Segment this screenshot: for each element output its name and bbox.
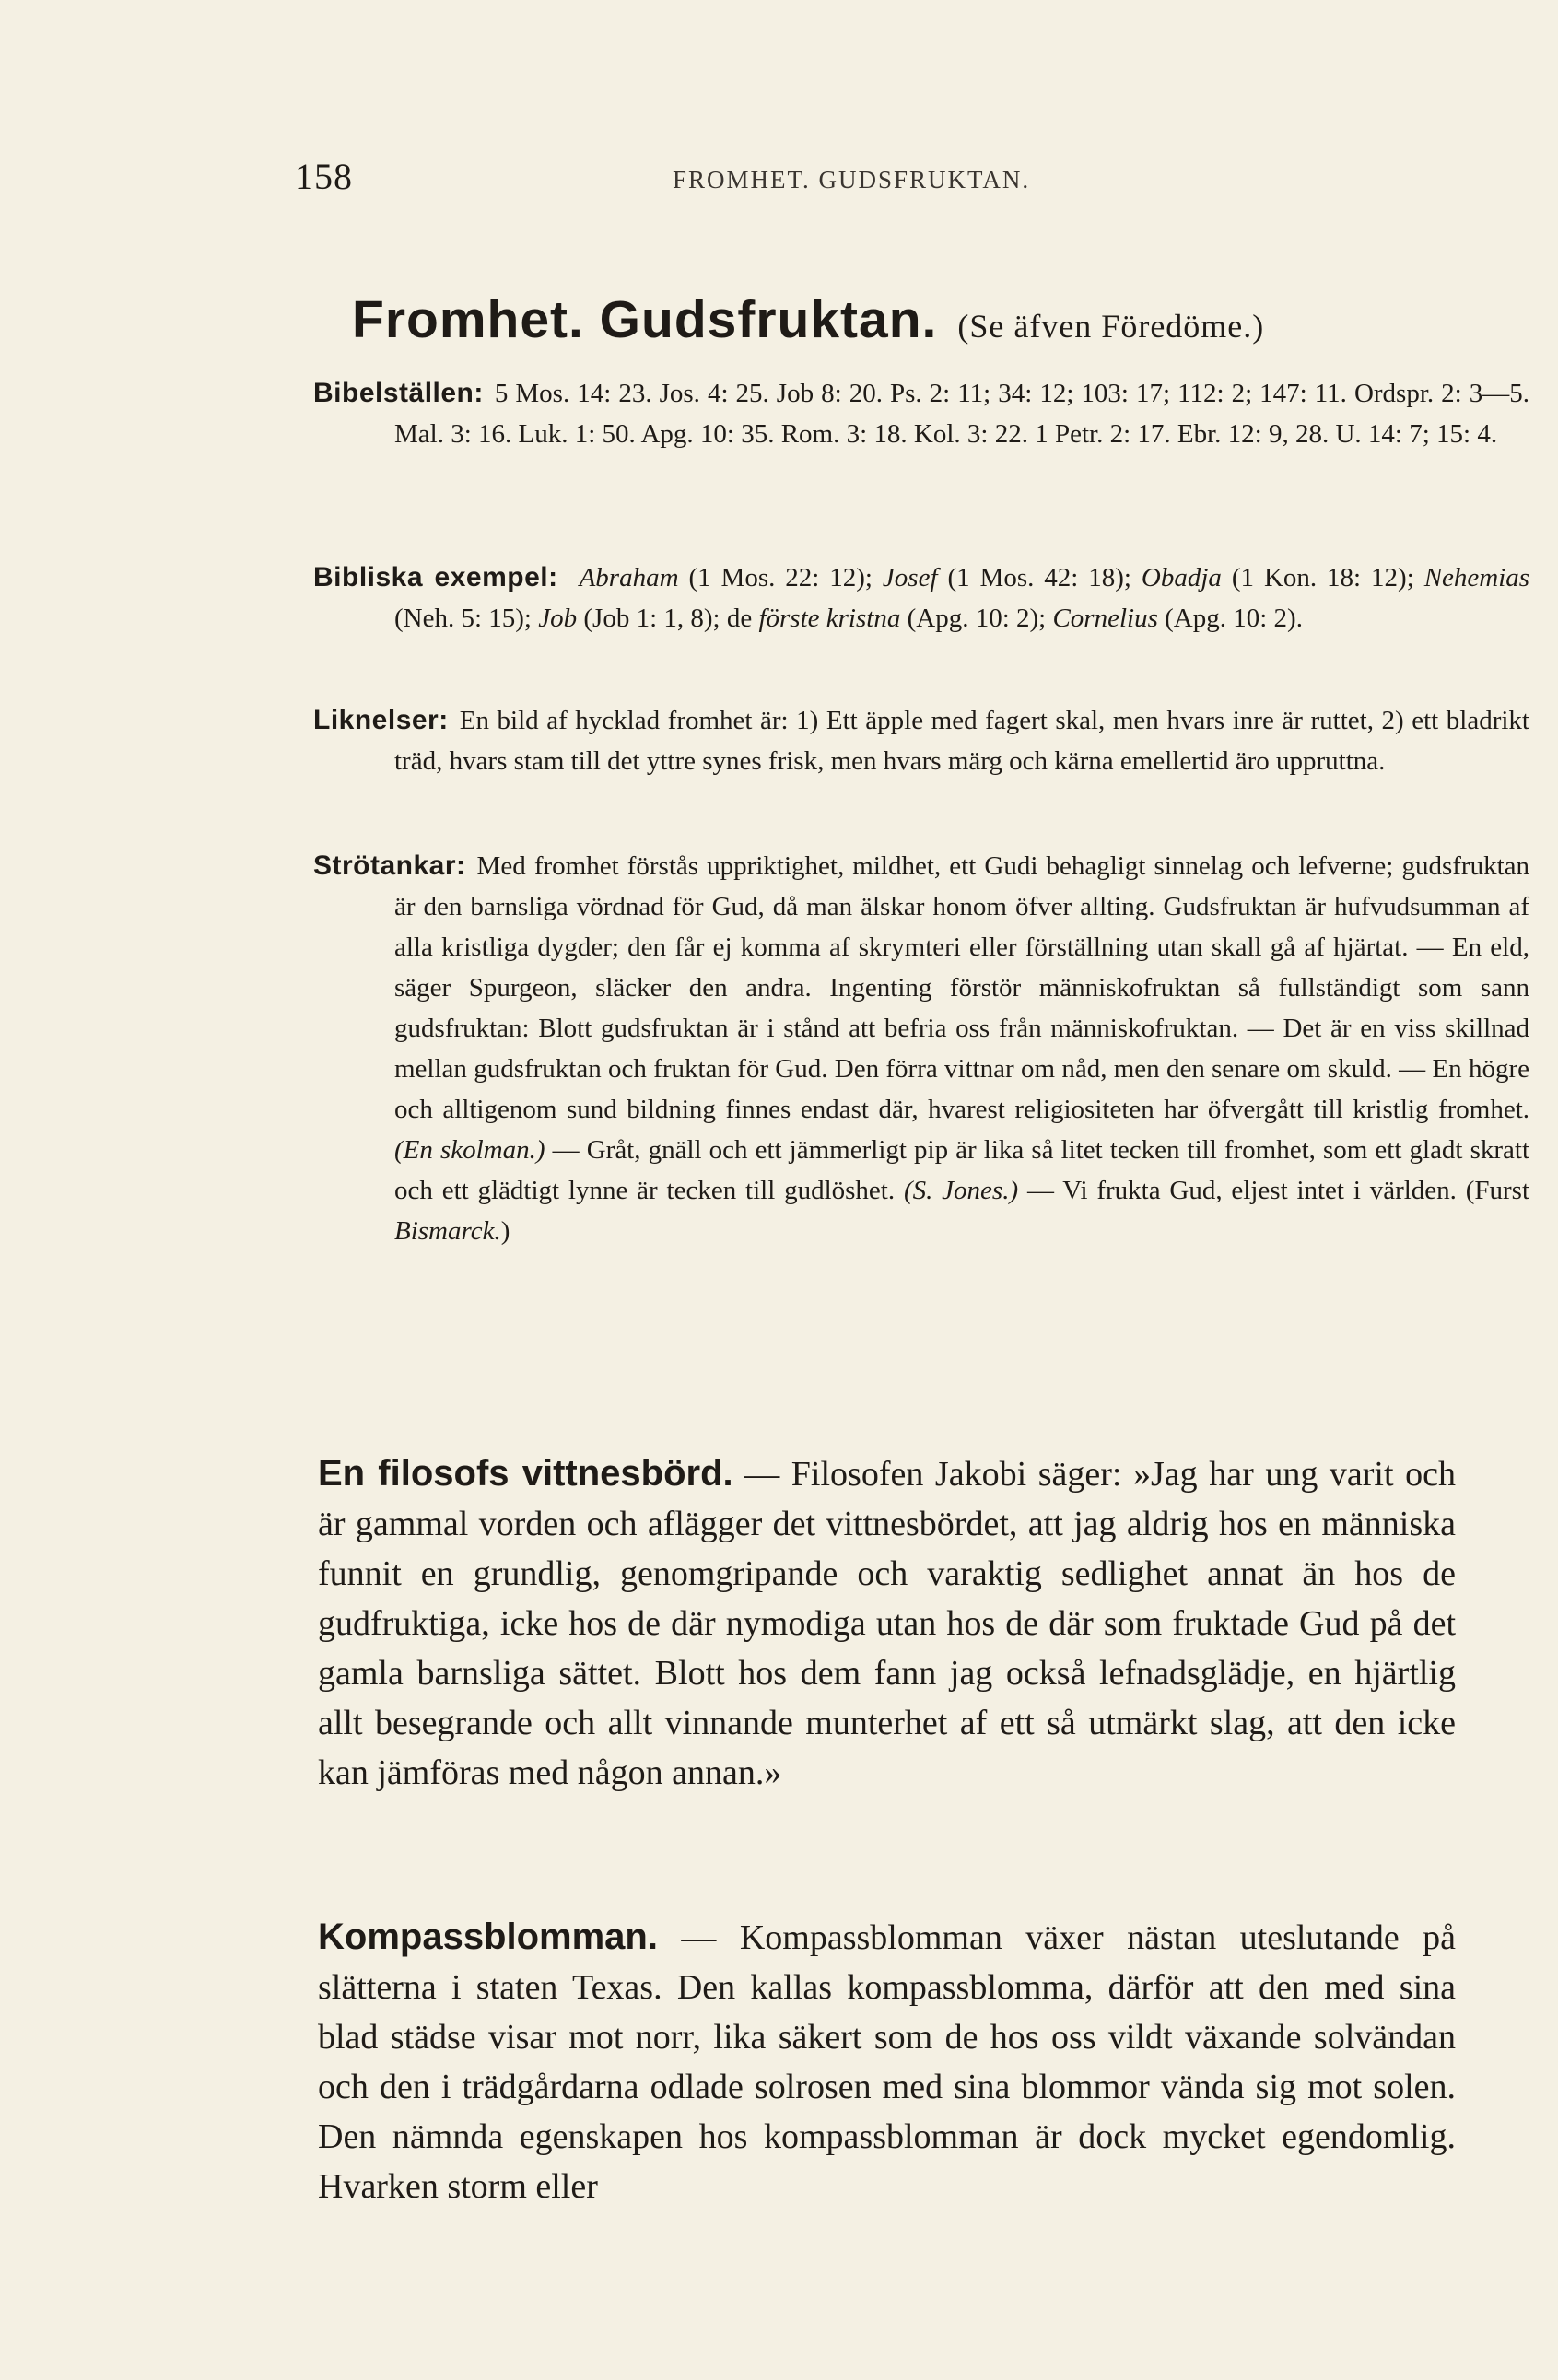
running-title: FROMHET. GUDSFRUKTAN. xyxy=(673,166,1031,193)
kompass-article xyxy=(318,1912,1456,2211)
strotankar-text-3: — Vi frukta Gud, eljest intet i världen. (Furst xyxy=(1026,1176,1530,1205)
strotankar-text-3-end: ) xyxy=(500,1216,510,1246)
name-josef: Josef xyxy=(882,563,938,592)
ref-nehemias: (Neh. 5: 15); xyxy=(394,604,532,633)
name-obadja: Obadja xyxy=(1141,563,1222,592)
bibelstallen-paragraph xyxy=(313,373,1529,454)
name-forste-kristna: förste kristna xyxy=(758,604,901,633)
see-also-reference: (Se äfven Föredöme.) xyxy=(957,308,1265,345)
kompass-heading: Kompassblomman. xyxy=(318,1917,658,1957)
name-job: Job xyxy=(538,604,578,633)
ref-obadja: (1 Kon. 18: 12); xyxy=(1231,563,1414,592)
name-nehemias: Nehemias xyxy=(1423,563,1530,592)
strotankar-text-2: — Gråt, gnäll och ett jämmerligt pip är lika så litet tecken till fromhet, som ett gladt skratt och ett glädtigt lynne är tecken till gudlöshet. xyxy=(394,1135,1530,1205)
liknelser-text: En bild af hycklad fromhet är: 1) Ett äpple med fagert skal, men hvars inre är ruttet, 2) ett bladrikt träd, hvars stam till det yttre synes frisk, men hvars märg och kärna emellertid äro uppruttna. xyxy=(394,706,1529,776)
running-head xyxy=(295,155,1451,201)
liknelser-label: Liknelser: xyxy=(313,705,449,735)
bibliska-exempel-paragraph xyxy=(313,557,1529,639)
section-heading xyxy=(352,289,1504,350)
word-de: de xyxy=(726,604,753,633)
source-bismarck: Bismarck. xyxy=(394,1216,501,1246)
page-number: 158 xyxy=(295,156,353,197)
filosof-article xyxy=(318,1448,1456,1798)
liknelser-paragraph xyxy=(313,700,1529,781)
ref-cornelius: (Apg. 10: 2). xyxy=(1165,604,1303,633)
strotankar-label: Strötankar: xyxy=(313,850,466,881)
name-abraham: Abraham xyxy=(579,563,679,592)
kompass-text: — Kompassblomman växer nästan uteslutande på slätterna i staten Texas. Den kallas kompassblomma, därför att den med sina blad städse visar mot norr, lika säkert som de hos oss vildt växande solvändan och den i trädgårdarna odlade solrosen med sina blommor vända sig mot solen. Den nämnda egenskapen hos kompassblomman är dock mycket egendomlig. Hvarken storm eller xyxy=(318,1918,1457,2206)
source-jones: (S. Jones.) xyxy=(903,1176,1019,1205)
section-title: Fromhet. Gudsfruktan. xyxy=(352,290,938,349)
filosof-text: — Filosofen Jakobi säger: »Jag har ung varit och är gammal vorden och aflägger det vittnesbördet, att jag aldrig hos en människa funnit en grundlig, genomgripande och varaktig sedlighet annat än hos de gudfruktiga, icke hos de där nymodiga utan hos de där som fruktade Gud på det gamla barnsliga sättet. Blott hos dem fann jag också lefnadsglädje, en hjärtlig allt besegrande och allt vinnande munterhet af ett så utmärkt slag, att den icke kan jämföras med någon annan.» xyxy=(318,1455,1456,1792)
ref-josef: (1 Mos. 42: 18); xyxy=(947,563,1131,592)
strotankar-paragraph xyxy=(313,846,1529,1251)
bibliska-exempel-label: Bibliska exempel: xyxy=(313,562,558,592)
ref-abraham: (1 Mos. 22: 12); xyxy=(688,563,873,592)
name-cornelius: Cornelius xyxy=(1052,604,1158,633)
ref-job: (Job 1: 1, 8); xyxy=(583,604,720,633)
bibelstallen-text: 5 Mos. 14: 23. Jos. 4: 25. Job 8: 20. Ps. 2: 11; 34: 12; 103: 17; 112: 2; 147: 11. Ordspr. 2: 3—5. Mal. 3: 16. Luk. 1: 50. Apg. 10: 35. Rom. 3: 18. Kol. 3: 22. 1 Petr. 2: 17. Ebr. 12: 9, 28. U. 14: 7; 15: 4. xyxy=(394,379,1529,449)
bibelstallen-label: Bibelställen: xyxy=(313,378,484,408)
strotankar-text-1: Med fromhet förstås uppriktighet, mildhet, ett Gudi behagligt sinnelag och lefverne; gudsfruktan är den barnsliga vördnad för Gud, då man älskar honom öfver allting. Gudsfruktan är hufvudsumman af alla kristliga dygder; den får ej komma af skrymteri eller förställning utan skall gå af hjärtat. — En eld, säger Spurgeon, släcker den andra. Ingenting förstör människofruktan så fullständigt som sann gudsfruktan: Blott gudsfruktan är i stånd att befria oss från människofruktan. — Det är en viss skillnad mellan gudsfruktan och fruktan för Gud. Den förra vittnar om nåd, men den senare om skuld. — En högre och alltigenom sund bildning finnes endast där, hvarest religiositeten har öfvergått till kristlig fromhet. xyxy=(394,851,1529,1124)
filosof-heading: En filosofs vittnesbörd. xyxy=(318,1453,733,1494)
ref-forste-kristna: (Apg. 10: 2); xyxy=(907,604,1047,633)
source-skolman: (En skolman.) xyxy=(394,1135,545,1165)
